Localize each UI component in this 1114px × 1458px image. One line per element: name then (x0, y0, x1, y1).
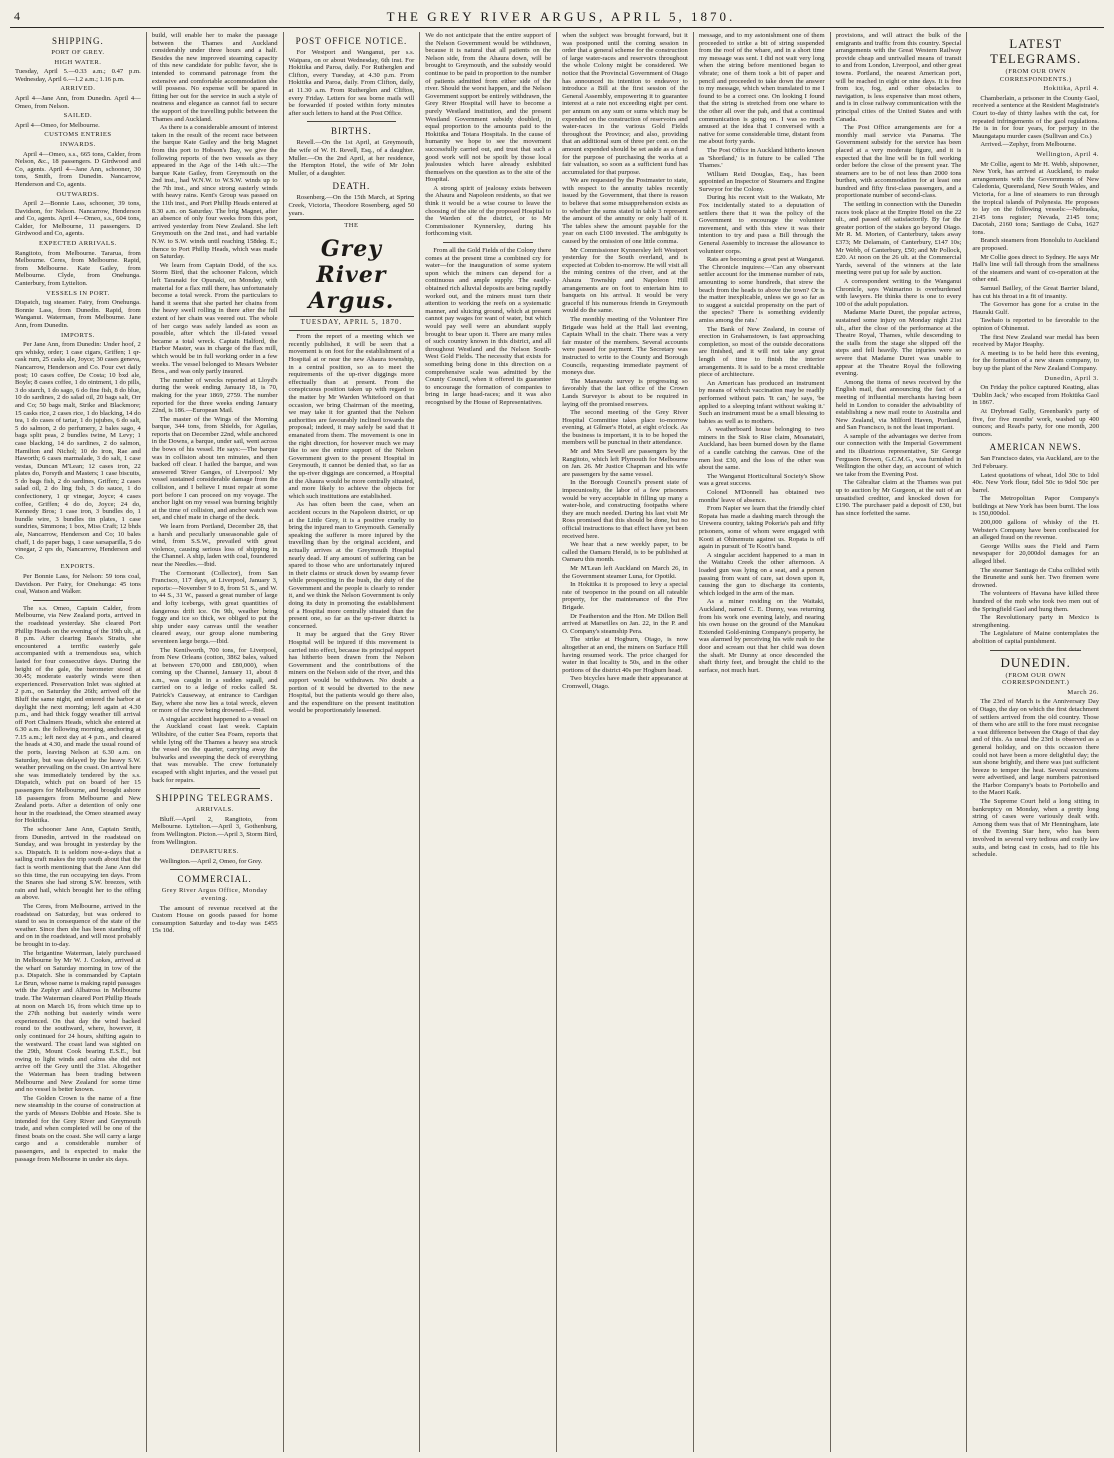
commercial-dateline: Grey River Argus Office, Monday evening. (161, 887, 268, 902)
article-paragraph: Dr Featherston and the Hon. Mr Dillon Bell arrived at Marseilles on Jan. 22, in the P. and O. Company's steamship Pera. (562, 612, 688, 635)
leader-paragraph: From the report of a meeting which we recently published, it will be seen that a movement is on foot for the establishment of a Hospital at or near the new Ahaura township, in a central position, so as to meet the requirements of the up-river diggings more effectually than at present. From the conspicuous position taken up with regard to the matter by Mr Warden Whitefoord on that occasion, we bring Chairman of the meeting, we may take it for granted that the Nelson authorities are favourably inclined towards the proposal; indeed, it may safely be said that it emanated from them. The movement is one in the right direction, for however much we may like to see the entire support of the Nelson Government given to the present Hospital in Greymouth, it cannot be denied that, so far as the up-river diggings are concerned, a Hospital at the Ahaura would be more centrally situated, and more likely to achieve the objects for which such institutions are established. (288, 333, 415, 500)
article-paragraph: We are requested by the Postmaster to state, with respect to the annuity tables recently issued by the Government, that there is reason to believe that some misapprehension exists as to whether the sums stated in table 3 represent the amount of the annuity or only half of it. The tables shew the amount payable for the year on each £100 invested. The ambiguity is caused by the omission of one little comma. (562, 177, 688, 246)
article-paragraph: Madame Marie Duret, the popular actress, sustained some injury on Monday night 21st ult., after the close of the performance at the Theatre Royal, Thames, while descending to the stalls from the stage she slipped off the steps and fell heavily. The injuries were so severe that Madame Duret was unable to appear at the Theatre Royal the following evening. (835, 309, 962, 378)
article-paragraph: when the subject was brought forward, but it was postponed until the coming session in order that a general scheme for the construction of large water-races and reservoirs throughout the whole Colony might be considered. We notice that the Provincial Government of Otago has announced its intention to endeavor to introduce a Bill at the first session of the General Assembly, empowering it to guarantee interest at a rate not exceeding eight per cent. per annum on any sum or sums which may be expended on the construction of reservoirs and water-races in the various Gold Fields throughout the Province; and also, providing that an additional sum of three per cent. on the amount expended should be set aside as a fund for the purpose of purchasing the works at a fair valuation, so soon as a sufficient fund has accumulated for that purpose. (562, 32, 688, 176)
divider (170, 869, 260, 870)
article-paragraph: Colonel M'Donnell has obtained two months' leave of absence. (698, 489, 825, 504)
telegram-paragraph: The steamer Santiago de Cuba collided with the Brunette and sunk her. Two firemen were drowned. (972, 566, 1099, 589)
arrivals-subheading: ARRIVALS. (195, 806, 234, 814)
telegram-paragraph: A meeting is to be held here this evening, for the formation of a new steam company, to buy up the plant of the New Zealand Company. (972, 349, 1099, 372)
article-paragraph: build, will enable her to make the passage between the Thames and Auckland considerably under three hours and a half. Besides the new improved steaming capacity of this new candidate for public favor, she is intended to command patronage from the extensive and comfortable accommodation she will possess. No expense will be spared in fitting her out for the service in such a style of neatness and elegance as cannot fail to secure the support of the travelling public between the Thames and Auckland. (151, 32, 278, 123)
article-paragraph: An American has produced an instrument by means of which vaccination may be readily performed without pain. 'It can,' he says, 'be applied to a sleeping infant without waking it.' Such an instrument must be a small blessing to babies as well as to mothers. (698, 379, 825, 425)
article-paragraph: The Post Office arrangements are for a monthly mail service via Panama. The Government subsidy for the service has been placed at a very moderate figure, and it is expected that the line will be in full working order before the close of the present year. The steamers are to be of not less than 2000 tons burthen, with accommodation for at least one hundred and fifty first-class passengers, and a proportionate number of second-class. (835, 124, 962, 200)
omeo-report: The s.s. Omeo, Captain Calder, from Melbourne, via New Zealand ports, arrived in the roadstead yesterday. She cleared Port Phillip Heads on the evening of the 19th ult., at 8 p.m. After clearing Bass's Straits, she encountered a terrific easterly gale accompanied with a tremendous sea, which lasted for four consecutive days. During the height of the gale, the barometer stood at 30.45; moderate easterly winds were then experienced. Preservation Inlet was sighted at 2 p.m., on Saturday the 26th; arrived off the Bluff the same night, and entered the harbor at daylight the next morning; left again at 4.30 p.m., and had thick foggy weather till arrival off Port Chalmers Heads, which she entered at 6.30 a.m. the following morning, anchoring at 7.15 a.m.; left next day at 4 p.m., and cleared the heads at 4.30, and made the usual round of the ports, leaving Nelson at 6.30 a.m. on Saturday, but was delayed by the heavy S.W. weather prevailing on the coast. On arrival here she was immediately tendered by the s.s. Dispatch, which put on board of her 15 passengers for Melbourne, and brought ashore 18 passengers from Melbourne and New Zealand ports. After a detention of only one hour in the roadstead, the Omeo steamed away for Hokitika. (15, 604, 141, 825)
article-paragraph: We learn from Portland, December 28, that a harsh and peculiarly unseasonable gale of wind, from S.S.W., prevailed with great violence, causing serious loss of shipping in the Channel. A ship, laden with coal, foundered near the Needles.—Ibid. (151, 523, 278, 568)
leader-paragraph: As has often been the case, when an accident occurs in the Napoleon district, or up at the Little Grey, it is a positive cruelty to bring the injured man to Greymouth. Generally speaking the sufferer is more injured by the travelling than by the original accident, and actually arrives at the Greymouth Hospital nearly dead. If any amount of suffering can be spared to those who are unfortunately injured in their claims or struck down by swamp fever while prospecting in the bush, the duty of the Government and the people is clearly to render it, and we think the Nelson Government is only doing its duty in promoting the establishment of a Hospital more centrally situated than the present one, so far as the up-river district is concerned. (288, 501, 415, 630)
telegram-paragraph: The Revolutionary party in Mexico is strengthening. (972, 614, 1099, 629)
article-paragraph: We learn from Captain Dodd, of the s.s. Storm Bird, that the schooner Falcon, which left Taranaki for Opunaki, on Monday, with material for a flax mill there, has unfortunately become a total wreck. From the particulars to hand it seems that she parted her chains from the heavy swell rolling in there after the full extent of her chain was veered out. The whole of her cargo was safely landed as soon as possible, after which the ill-fated vessel became a total wreck. Captain Halford, the Harbor Master, was in charge of the flax mill, which would be in full working order in a few weeks. The vessel belonged to Messrs Webster Bros., and was only partly insured. (151, 261, 278, 376)
sailed-heading: SAILED. (63, 112, 93, 120)
article-paragraph: The Kenilworth, 700 tons, for Liverpool, from New Orleans (cotton, 3862 bales, valued at between £70,000 and £80,000), when coming up the Channel, January 11, about 8 a.m., was caught in a sudden squall, and carried on to a ledge of rocks called St. Patrick's Causeway, at entrance to Cardigan Bay, where she now lies a total wreck, eleven or more of the crew being drowned.—Ibid. (151, 646, 278, 715)
page-number: 4 (14, 9, 22, 23)
article-paragraph: The Post Office in Auckland hitherto known as 'Shortland,' is in future to be called 'The Thames.' (698, 146, 825, 170)
article-paragraph: A sample of the advantages we derive from our connection with the Imperial Government and its illustrious representative, Sir George Ferguson Bowen, G.C.M.G., was furnished in Wellington the other day, an account of which we take from the Evening Post. (835, 432, 962, 478)
golden-crown-report: The Golden Crown is the name of a fine new steamship in the course of construction at the yards of Messrs Dobbie and Hoste. She is intended for the Grey River and Greymouth trade, and when completed will be one of the finest boats on the coast. She will carry a large cargo and a considerable number of passengers, and is expected to make the passage from Melbourne in under six days. (15, 1094, 141, 1163)
article-paragraph: The Cormorant (Collector), from San Francisco, 117 days, at Liverpool, January 3, reports:—November 9 to 8, from 51 S., and W. to 44 S., 31 W., passed a great number of large and lofty icebergs, with great quantities of dangerous drift ice. On 9th, weather being foggy and ice so thick, we obliged to put the ship under easy canvas until the weather cleared away, our group alone numbering seventeen large bergs.—Ibid. (151, 569, 278, 645)
jane-ann-report: The schooner Jane Ann, Captain Smith, from Dunedin, arrived in the roadstead on Sunday, and was brought in yesterday by the s.s. Dispatch. It is seldom now-a-days that a sailing craft makes the trip south about that the fact is worth mentioning that the Jane Ann did so this time, the run occupying ten days. From the Snares she had strong S.W. breezes, with rain and hail, which brought her to the offing as above. (15, 826, 141, 902)
divider (307, 121, 397, 122)
telegram-paragraph: On Friday the police captured Keating, alias 'Dublin Jack,' who escaped from Hokitika Gaol in 1867. (972, 384, 1099, 407)
divider (33, 600, 123, 601)
article-paragraph: In the Borough Council's present state of impecuniosity, the labor of a few prisoners would be very acceptable in filling up many a water-hole, and constructing footpaths where they are much needed. During his last visit Mr Ross promised that this should be done, but no official instructions to that effect have yet been received here. (562, 479, 688, 540)
imports-heading: IMPORTS. (60, 331, 95, 339)
telegram-paragraph: Latest quotations of wheat, 1dol 30c to 1dol 40c. New York flour, 6dol 50c to 9dol 50c per barrel. (972, 471, 1099, 494)
divider (443, 242, 533, 243)
article-paragraph: A weatherboard house belonging to two miners in the Sisk to Rise claim, Moanatairi, Auckland, has been burned down by the flame of a candle catching the canvas. One of the men lost £30, and the loss of the other was about the same. (698, 426, 825, 472)
leader-paragraph: A strong spirit of jealousy exists between the Ahaura and Napoleon residents, so that we think it would be a wise course to leave the choosing of the site of the proposed Hospital to the Warden of the district, or to Mr Commissioner Kynnersley, during his forthcoming visit. (425, 184, 552, 238)
dunedin-dateline: Dunedin, April 3. (1044, 374, 1099, 382)
divider (990, 650, 1081, 651)
column-2 (147, 32, 284, 1452)
exports-heading: EXPORTS. (60, 563, 96, 571)
american-news-heading: AMERICAN NEWS. (989, 442, 1082, 453)
in-port-heading: VESSELS IN PORT. (46, 289, 110, 297)
leader-paragraph: From all the Gold Fields of the Colony there comes at the present time a combined cry for water—for the inauguration of some system upon which the miners can depend for a continuous and ample supply. The easily-obtained rich alluvial deposits are being rapidly worked out, and the miners must turn their attention to working the reefs on a systematic manner, and sluicing ground, which at present cannot pay wages for want of water, but which would pay well were an abundant supply brought to bear upon it. There are many miles of such country known in this district, and all throughout Westland and the Nelson South-West Gold Fields. The necessity that exists for something being done in this direction on a comprehensive scale was admitted by the County Council, when it offered its guarantee to encourage the formation of companies to bring in large head-races; and it was also recognised by the House of Representatives. (425, 247, 552, 406)
column-6 (694, 32, 831, 1452)
leader-paragraph: We do not anticipate that the entire support of the Nelson Government would be withdrawn, because it is natural that all patients on the Nelson side, from the Ahaura down, will be brought to Greymouth, and the subsidy would continue to be paid in proportion to the number of patients admitted from either side of the river. Should the worst happen, and the Nelson Government support be entirely withdrawn, the Grey River Hospital will have to become a purely Westland institution, and the present Westland Government subsidy doubled, in equal proportion to the amounts paid to the Hokitika and Totara Hospitals. In the cause of humanity we hope to see the movement successfully carried out, and trust that such a good work will not be spoilt by those local jealousies which have already exhibited themselves on the question as to the site of the Hospital. (425, 32, 552, 184)
dunedin-paragraph: The 23rd of March is the Anniversary Day of Otago, the day on which the first detachment of settlers arrived from the old country. Those of them who are still to the fore must recognise a vast difference between the Otago of that day and of this. As usual the 23rd is observed as a general holiday, and on this occasion there could not have been a more delightful day; the sun shone brightly, and there was just sufficient breeze to temper the heat. Several excursions were advertised, and large numbers patronised the Harbor Company's boats to Portobello and to the Maori Kaik. (972, 698, 1099, 797)
waterman-report: The brigantine Waterman, lately purchased in Melbourne by Mr W. J. Cookes, arrived at the wharf on Saturday morning in tow of the p.s. Dispatch. She is commanded by Captain Le Brun, whose name is making rapid passages with the Zephyr and Albatross in Melbourne trade. The Waterman cleared Port Phillip Heads at noon on March 16, from which time up to the 27th nothing but easterly winds were experienced. On that day the wind backed round to the southward, where, however, it only continued for 24 hours, shifting again to the westward. The coast land was sighted on the 29th, Mount Cook bearing E.S.E., but owing to light winds and calms she did not arrive off the Grey until the 31st. Altogether the Waterman has been trading between Melbourne and New Zealand for some time and no vessel is better known. (15, 949, 141, 1094)
article-paragraph: We hear that a new weekly paper, to be called the Oamaru Herald, is to be published at Oamaru this month. (562, 541, 688, 564)
telegram-paragraph: Tawhaio is reported to be favorable to the opinion of Ohinemui. (972, 317, 1099, 332)
article-paragraph: A singular accident happened to a man in the Waitahu Creek the other afternoon. A loaded gun was lying on a seat, and a person passing from want of care, sat down upon it, causing the gun to discharge its contents, which lodged in the arm of the man. (698, 551, 825, 597)
wellington-dateline: Wellington, April 4. (1036, 150, 1099, 158)
expected-heading: EXPECTED ARRIVALS. (39, 240, 117, 248)
column-4 (420, 32, 557, 1452)
shipping-telegrams-text: Bluff.—April 2, Rangitoto, from Melbourne. Lyttelton.—April 3, Gothenburg, from Wellington. Picton.—April 3, Storm Bird, from Wellington. (151, 815, 278, 846)
columns (10, 32, 1104, 1452)
commercial-heading: COMMERCIAL. (177, 874, 252, 885)
death-text: Rosenberg.—On the 15th March, at Spring Creek, Victoria, Theodore Rosenberg, aged 50 years. (288, 194, 415, 217)
article-paragraph: As there is a considerable amount of interest taken in the result of the recent race between the barque Kate Gailey and the brig Magnet from this port to Hobson's Bay, we give the following reports of the two vessels as they appeared in the Age of the 14th ult.:—The barque Kate Gailey, from Greymouth on the 2nd inst., had W.N.W. to W.S.W. winds up to the 7th inst., and since strong easterly winds with heavy rains. Kent's Group was passed on the 11th inst., and Port Phillip Heads entered at 8.30 a.m. on Saturday. The brig Magnet, after an absence of only four weeks from this port, arrived yesterday from New Zealand. She left Greymouth on the 2nd inst., and had variable N.W. to S.W. winds until reaching 158deg. E.; thence to Port Phillip Heads, which was made on Saturday. (151, 124, 278, 261)
article-paragraph: Mr M'Lean left Auckland on March 26, in the Government steamer Luna, for Opotiki. (562, 564, 688, 580)
high-water-heading: HIGH WATER. (54, 58, 102, 66)
newspaper-page (10, 6, 1104, 1452)
latest-telegrams-heading: LATEST TELEGRAMS. (990, 36, 1082, 66)
telegram-paragraph: George Willis sues the Field and Farm newspaper for 20,000dol damages for an alleged libel. (972, 542, 1099, 566)
column-1 (10, 32, 147, 1452)
arrived-list: April 4—Jane Ann, from Dunedin. April 4—Omeo, from Nelson. (15, 94, 141, 110)
expected-list: Rangitoto, from Melbourne. Tararua, from Melbourne. Ceres, from Melbourne. Rapid, from Melbourne. Kate Gailey, from Melbourne. Clyde, from Onehunga. Canterbury, from Lyttelton. (15, 249, 141, 288)
telegram-paragraph: The first New Zealand war medal has been received by Major Heaphy. (972, 333, 1099, 349)
inwards-list: April 4—Omeo, s.s., 665 tons, Calder, from Nelson, &c., 18 passengers. D Girdwood and Co, agents. April 4—Jane Ann, schooner, 30 tons, Smith, from Dunedin. Nancarrow, Henderson and Co, agents. (15, 150, 141, 188)
telegram-paragraph: Mr Collie, agent to Mr H. Webb, shipowner, New York, has arrived at Auckland, to make arrangements with the Governments of New Caledonia, Queensland, New South Wales, and Victoria, for a line of steamers to run through the tropical islands of Polynesia. He proposes to lay on the following vessels:—Nebraska, 2145 tons register; Nevada, 2145 tons; Dacotah, 2160 tons; Santiago de Cuba, 1627 tons. (972, 160, 1099, 236)
article-paragraph: The master of the Wings of the Morning barque, 344 tons, from Shields, for Aguilas, reports that on December 22nd, while anchored in the Downs, a barque, under sail, went across the bows of his vessel. He says:—The barque was in collision about ten minutes, and then backed off clear. I hailed the barque, and was answered 'River Ganges, of Liverpool.' My vessel sustained considerable damage from the collision, and I believe I must repair at some port before I can proceed on my voyage. The anchor light on my vessel was burning brightly at the time of collision, and anchor watch was set, and chief mate in charge of the deck. (151, 415, 278, 522)
telegram-paragraph: Chamberlain, a prisoner in the County Gaol, received a sentence at the Resident Magistrate's Court to-day of thirty lashes with the cat, for repeated infringements of the gaol regulations. He is in for four years, for perjury in the Maungatapu murder cases (Sullivan and Co.) (972, 94, 1099, 140)
telegram-paragraph: At Drybread Gully, Greenbank's party of five, for five months' work, washed up 400 ounces; and Read's party, for one month, 200 ounces. (972, 407, 1099, 438)
paper-title-the: THE (344, 222, 359, 230)
issue-date: TUESDAY, APRIL 5, 1870. (300, 317, 403, 326)
article-paragraph: The Bank of New Zealand, in course of erection in Grahamstown, is fast approaching completion, so most of the outside decorations are finished, and it will not take any great length of time to finish the interior arrangements. It is said to be a most creditable piece of architecture. (698, 325, 825, 379)
shipping-heading: SHIPPING. (52, 36, 104, 46)
article-paragraph: Among the items of news received by the English mail, that announcing the fact of a meeting of influential merchants having been held in London to consider the advisability of establishing a new mail route to Australia and New Zealand, via Milford Haven, Portland, and San Francisco, is not the least important. (835, 378, 962, 432)
march-dateline: March 26. (1067, 688, 1099, 696)
article-paragraph: Mr Commissioner Kynnersley left Westport yesterday for the South overland, and is expected at Cobden to-morrow. He will visit all the mining centres of the river, and at the Ahaura Township and Napoleon Hill arrangements are on foot to entertain him to banquets on his arrival. It would be very graceful if his numerous friends in Greymouth would do the same. (562, 246, 688, 315)
port-heading: PORT OF GREY. (51, 49, 105, 56)
article-paragraph: The number of wrecks reported at Lloyd's during the week ending January 18, is 70, making for the year 1869, 2759. The number reported for the three weeks ending January 22nd, is 186.—European Mail. (151, 376, 278, 415)
telegram-paragraph: The Metropolitan Papor Company's buildings at New York has been burnt. The loss is 150,000dol. (972, 495, 1099, 518)
tides: Tuesday, April 5.—0.33 a.m.; 0.47 p.m. Wednesday, April 6.—1.2 a.m.; 1.16 p.m. (15, 68, 141, 83)
column-5 (557, 32, 694, 1452)
births-heading: BIRTHS. (331, 126, 372, 137)
article-paragraph: provisions, and will attract the bulk of the emigrants and traffic from this country. Special arrangements with the Great Western Railway provide cheap and unrivalled means of transit to and from London, Liverpool, and other great towns. Portland, the nearest American port, will be reached in eight or nine days. It is free from ice, fog, and other obstacles to navigation, is less expensive than most others, and is in close railway communication with the principal cities of the United States and with Canada. (835, 32, 962, 123)
telegram-paragraph: San Francisco dates, via Auckland, are to the 3rd February. (972, 455, 1099, 470)
dunedin-paragraph: The Supreme Court held a long sitting in bankruptcy on Monday, when a pretty long string of cases were variously dealt with. Among them was that of Mr Henningham, late of the Evening Star here, who has been involved in several very tedious and costly law suits, and being cast in costs, had to file his schedule. (972, 798, 1099, 859)
article-paragraph: The settling in connection with the Dunedin races took place at the Empire Hotel on the 22 ult., and passed off satisfactorily. By far the greater portion of the stakes go beyond Otago. Mr R. M. Morten, of Canterbury, takes away £373; Mr Delamain, of Canterbury, £147 10s; Mr Webb, of Canterbury, £50; and Mr Pollock, £20. At noon on the 26 ult. at the Commercial Yards, several of the winners at the late meeting were put up for sale by auction. (835, 201, 962, 277)
shipping-telegrams-heading: SHIPPING TELEGRAMS. (155, 793, 274, 804)
post-office-heading: POST OFFICE NOTICE. (295, 36, 408, 46)
departures-text: Wellington.—April 2, Omeo, for Grey. (159, 857, 263, 865)
masthead (10, 6, 1104, 28)
masthead-title: THE GREY RIVER ARGUS, APRIL 5, 1870. (386, 8, 736, 24)
telegram-paragraph: Arrived.—Zephyr, from Melbourne. (980, 141, 1077, 149)
own-correspondents: (FROM OUR OWN CORRESPONDENTS.) (999, 68, 1072, 83)
article-paragraph: Mr and Mrs Sewell are passengers by the Rangitoto, which left Plymouth for Melbourne on Jan. 26. Mr Justice Chapman and his wife are passengers by the same vessel. (562, 448, 688, 478)
inwards-heading: INWARDS. (60, 140, 96, 148)
commercial-text: The amount of revenue received at the Custom House on goods passed for home consumption Saturday and to-day was £455 15s 10d. (151, 904, 278, 935)
sailed-list: April 4—Omeo, for Melbourne. (15, 121, 100, 129)
exports-text: Per Bonnie Lass, for Nelson: 59 tons coal, Davidson. Per Fairy, for Onehunga: 45 tons coal, Watson and Walker. (15, 573, 141, 596)
article-paragraph: The monthly meeting of the Volunteer Fire Brigade was held at the Hall last evening, Captain Whall in the chair. There was a very fair muster of the members. Several accounts were passed for payment. The Secretary was instructed to write to the County and Borough Councils, requesting immediate payment of moneys due. (562, 315, 688, 377)
telegram-paragraph: Branch steamers from Honolulu to Auckland are proposed. (972, 237, 1099, 253)
arrived-heading: ARRIVED. (60, 85, 96, 93)
divider (289, 330, 415, 331)
own-correspondent: (FROM OUR OWN CORRESPONDENT.) (1002, 671, 1070, 687)
article-paragraph: As a miner residing on the Waitaki, Auckland, named C. E. Dunny, was returning from his work one evening lately, and nearing his own house on the ground of the Manukau Extended Gold-mining Company's property, he was alarmed by perceiving his wife rush to the door and scream out that her child was down the shaft. Mr Dunny at once descended the shaft thirty feet, and brought the child to the surface, not much hurt. (698, 598, 825, 674)
in-port-list: Dispatch, tug steamer. Fairy, from Onehunga. Bonnie Lass, from Dunedin. Rapid, from Wanganui. Waterman, from Melbourne. Jane Ann, from Dunedin. (15, 299, 141, 329)
outwards-heading: OUTWARDS. (56, 190, 100, 198)
paper-title: Grey River Argus. (308, 235, 395, 314)
article-paragraph: William Reid Douglas, Esq., has been appointed an Inspector of Steamers and Engine Surveyor for the Colony. (698, 170, 825, 193)
post-office-notice: For Westport and Wanganui, per s.s. Waipara, on or about Wednesday, 6th inst. For Hokitika and Paroa, daily. For Rutherglen and Clifton, every Tuesday, at 4.30 p.m. From Hokitika and Paroa, daily. From Clifton, daily, at 11.30 a.m. From Rutherglen and Clifton, every Friday. Letters for sea borne mails will be forwarded if posted within forty minutes after such letters to hand at the Post Office. (288, 49, 415, 117)
article-paragraph: Two bicycles have made their appearance at Cromwell, Otago. (562, 675, 688, 690)
outwards-list: April 2—Bonnie Lass, schooner, 39 tons, Davidson, for Nelson. Nancarrow, Henderson and Co, agents. April 4—Omeo, s.s., 604 tons, Calder, for Melbourne, 11 passengers. D Girdwood and Co, agents. (15, 200, 141, 238)
article-paragraph: During his recent visit to the Waikato, Mr Fox incidentally stated to a deputation of settlers there that it was the policy of the Government to encourage the volunteer movement, and with this view it was their intention to try and pass a Bill through the General Assembly to increase the allowance to volunteer corps. (698, 194, 825, 255)
article-paragraph: A correspondent writing to the Wanganui Chronicle, says Waimarino is overburdened with lawyers. He thinks there is one to every 100 of the adult population. (835, 278, 962, 308)
death-heading: DEATH. (332, 181, 371, 192)
column-8 (967, 32, 1104, 1452)
article-paragraph: A singular accident happened to a vessel on the Auckland coast last week. Captain Wiltshire, of the cutter Sea Foam, reports that while lying off the Thames a heavy sea struck the vessel on the quarter, carrying away the bulwarks and sweeping the deck of everything that was movable. The crew fortunately escaped with slight injuries, and the vessel put back for repairs. (151, 715, 278, 784)
article-paragraph: From Napier we learn that the friendly chief Ropata has made a dashing march through the Urewera country, taking Pokeria's pah and fifty prisoners, some of whom were engaged with Kooti at Ohinemutu against us. Ropata is off again in pursuit of Te Kooti's band. (698, 505, 825, 551)
article-paragraph: The Manawatu survey is progressing so favorably that the last office of the Crown Lands Surveyor is about to be required in laying off the promised reserves. (562, 377, 688, 408)
telegram-paragraph: The Governor has gone for a cruise in the Hauraki Gulf. (972, 301, 1099, 316)
telegram-paragraph: Mr Collie goes direct to Sydney. He says Mr Hall's line will fall through from the smallness of the steamers and want of co-operation at the other end. (972, 253, 1099, 284)
ceres-report: The Ceres, from Melbourne, arrived in the roadstead on Saturday, but was ordered to stand to sea in consequence of the state of the weather. Since then she has been standing off and on in the roadstead, and will most probably be brought in to-day. (15, 902, 141, 948)
leader-paragraph: It may be argued that the Grey River Hospital will be injured if this movement is carried into effect, because its principal support has hitherto been drawn from the Nelson Government and the contributions of the miners on the Nelson side of the river, and this support would be withdrawn. No doubt a portion of it would be diverted to the new Hospital, but the patients would go there also, and the expenditure on the present institution would be proportionately lessened. (288, 631, 415, 715)
births-text: Revell.—On the 1st April, at Greymouth, the wife of W. H. Revell, Esq., of a daughter. Muller.—On the 2nd April, at her residence, the Hempton Hotel, the wife of Mr John Muller, of a daughter. (288, 139, 415, 177)
imports-text: Per Jane Ann, from Dunedin: Under hoof, 2 qrs whisky, order; 1 case cigars, Griffen; 1 qr-cask rum, 25 casks ale, Joyce; 30 cases geneva, Nancarrow, Henderson and Co. Four cwt daily post; 10 cases coffee, De Costa; 10 bxd ale, Boyle; 8 cases coffee, 1 do ointment, 1 do pills, 3 do starch, 1 do sago, 6 do fine fish, 8 do blue, 10 do sardines, 2 do salad oil, 20 bags salt, Orr and Co; 50 bags malt, Strike and Blackmore; 15 casks rice, 2 cases rice, 1 do blacking, 14 do tea, 1 do cases of tartar, 1 do jujubes, 6 do salt, 5 do salmon, 2 do perfumery, 2 bales sago, 4 bags split peas, 2 bundles twine, M Levy; 1 case blacking, 14 do sardines, 2 do salmon, Hamilton and Nichol; 10 do iron, Rae and Haworth; 6 cases marmalade, 3 do salt, 1 case vestas, Duncan M'Lean; 12 cases iron, 22 plates do, Forsyth and Masters; 1 case biscuits, 5 do bags fish, 2 do sardines, Griffen; 2 cases salad oil, 2 do ling fish, 3 do sauce, 1 do confectionery, 1 qr vinegar, Joyce; 4 cases coffee, Griffen; 4 do do, Joyce; 24 do, Kennedy Bros; 1 case iron, 3 bundles do, 1 bundle wire, 3 bundles tin plates, 1 case sundries, Simmons; 1 box, Miss Craft; 12 bhds ale, Nancarrow, Henderson and Co; 10 bales chaff, 1 do paper bags, 1 case sarsaparilla, 5 do vinegar, 2 qrs do, Nancarrow, Henderson and Co. (15, 341, 141, 561)
divider (289, 316, 415, 317)
divider (170, 788, 260, 789)
article-paragraph: The second meeting of the Grey River Hospital Committee takes place to-morrow evening, at Gilmer's Hotel, at eight o'clock. As the business is important, it is to be hoped the members will be punctual in their attendance. (562, 409, 688, 447)
telegram-paragraph: The volunteers of Havana have killed three hundred of the mob who took two men out of the Springfield Gaol and hung them. (972, 590, 1099, 613)
article-paragraph: Rats are becoming a great pest at Wanganui. The Chronicle inquires:—'Can any observant settler account for the immense number of rats, amounting to some hundreds, that strew the beach from the heads to above the town? Or is the matter inexplicable, unless we go so far as to suggest a suicidal propensity on the part of the species? There is something evidently amiss among the rats.' (698, 256, 825, 324)
article-paragraph: The Wanganui Horticultural Society's Show was a great success. (698, 472, 825, 488)
article-paragraph: The Gibraltar claim at the Thames was put up to auction by Mr Gurgeon, at the suit of an unsatisfied creditor, and knocked down for £190. The purchaser paid a deposit of £30, but has since forfeited the same. (835, 479, 962, 517)
customs-heading: CUSTOMS ENTRIES (44, 131, 112, 139)
telegram-paragraph: 200,000 gallons of whisky of the H. Webster's Company have been confiscated for an alleged fraud on the revenue. (972, 519, 1099, 542)
departures-subheading: DEPARTURES. (190, 848, 239, 856)
hokitika-dateline: Hokitika, April 4. (1043, 85, 1099, 93)
column-3 (284, 32, 421, 1452)
article-paragraph: message, and to my astonishment one of them proceeded to strike a bit of string suspended from the roof of the whare, and in a short time my message was sent. I did not wait very long when the string before mentioned began to vibrate; one of them took a bit of paper and pencil and proceeded to take down the answer to my message, which when translated to me I found to be a correct one. On looking I found that the string is stretched from one whare to the other all over the pah, and that a continual communication is going on. I was so much amused at the idea that I conversed with a native for some considerable time, distant from me about forty yards. (698, 32, 825, 146)
article-paragraph: The strike at Hogburn, Otago, is now altogether at an end, the miners on Surface Hill having resumed work. The price charged for water in that locality is 50s, and in the other portions of the district 40s per Hogburn head. (562, 636, 688, 674)
telegram-paragraph: The Legislature of Maine contemplates the abolition of capital punishment. (972, 630, 1099, 645)
dunedin-heading: DUNEDIN. (1000, 654, 1071, 670)
column-7 (831, 32, 968, 1452)
telegram-paragraph: Samuel Bailley, of the Great Barrier Island, has cut his throat in a fit of insanity. (972, 285, 1099, 300)
divider (289, 219, 415, 220)
article-paragraph: In Hokitika it is proposed to levy a special rate of twopence in the pound on all rateable property, for the maintenance of the Fire Brigade. (562, 581, 688, 611)
